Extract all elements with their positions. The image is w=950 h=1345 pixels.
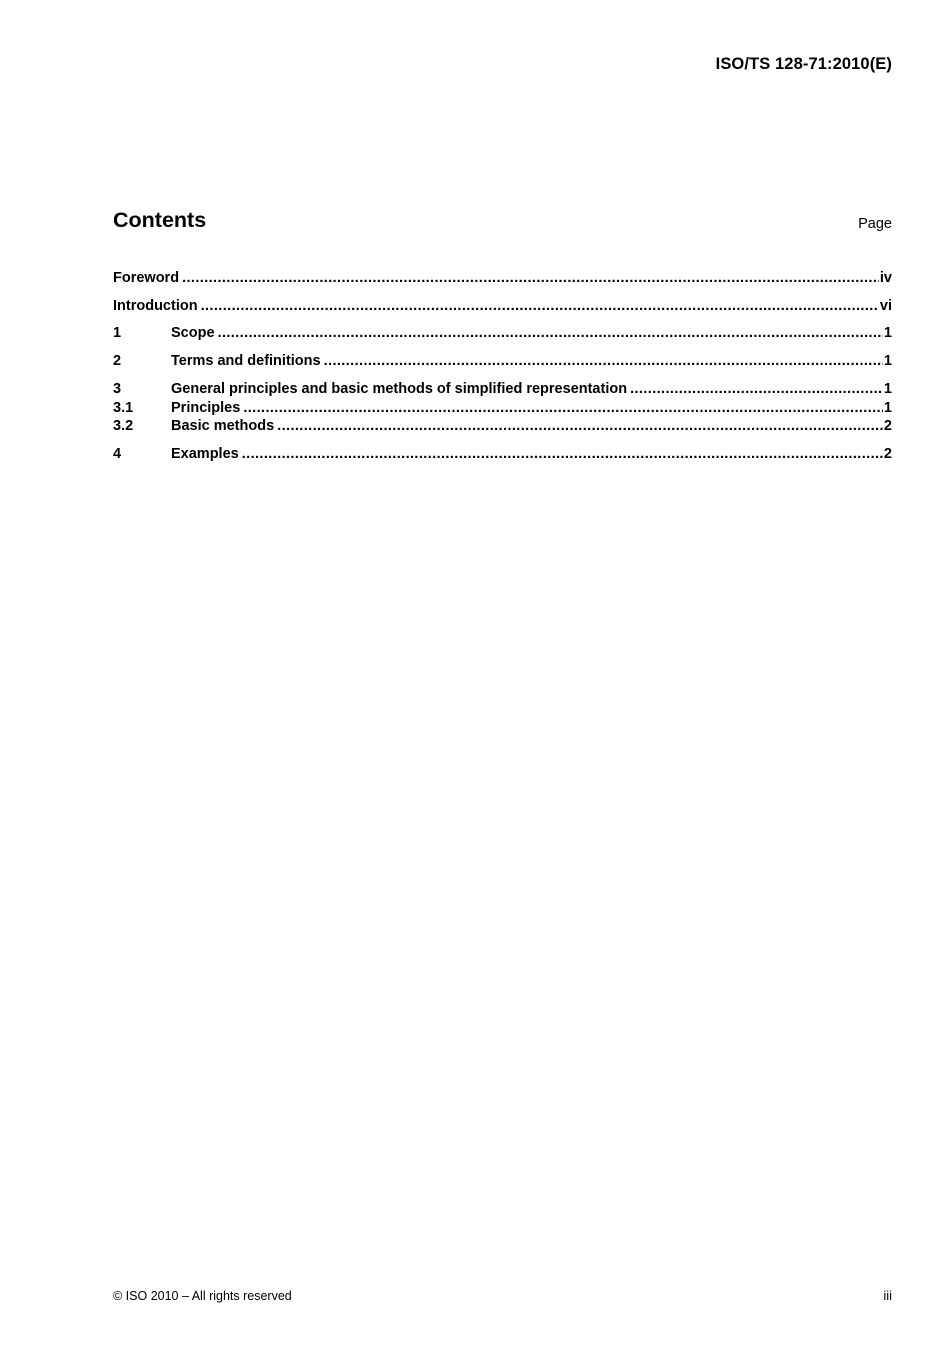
toc-entry-page: 2 bbox=[883, 446, 892, 462]
toc-entry-basic-methods[interactable] bbox=[113, 417, 892, 435]
page-number: iii bbox=[883, 1288, 892, 1303]
toc-entry-number: 3.1 bbox=[113, 400, 134, 416]
toc-entry-number: 1 bbox=[113, 325, 122, 341]
toc-entry-title: Principles bbox=[171, 400, 241, 416]
dot-leader bbox=[243, 399, 883, 417]
dot-leader bbox=[242, 445, 883, 463]
toc-entry-terms-and-definitions[interactable] bbox=[113, 352, 892, 370]
contents-title: Contents bbox=[113, 208, 207, 232]
dot-leader bbox=[324, 352, 883, 370]
toc-entry-title: General principles and basic methods of simplified representation bbox=[171, 381, 628, 397]
toc-entry-principles[interactable] bbox=[113, 399, 892, 417]
copyright-notice: © ISO 2010 – All rights reserved bbox=[113, 1289, 292, 1303]
toc-entry-number: 4 bbox=[113, 446, 122, 462]
toc-entry-page: 1 bbox=[883, 325, 892, 341]
document-id: ISO/TS 128-71:2010(E) bbox=[715, 55, 892, 73]
toc-entry-page: 2 bbox=[883, 418, 892, 434]
toc-entry-title: Examples bbox=[171, 446, 239, 462]
toc-entry-foreword[interactable] bbox=[113, 269, 892, 287]
toc-entry-title: Terms and definitions bbox=[171, 353, 321, 369]
toc-entry-title: Foreword bbox=[113, 270, 180, 286]
toc-entry-title: Basic methods bbox=[171, 418, 275, 434]
toc-entry-page: 1 bbox=[883, 353, 892, 369]
toc-entry-introduction[interactable] bbox=[113, 297, 892, 315]
dot-leader bbox=[218, 324, 883, 342]
dot-leader bbox=[182, 269, 879, 287]
toc-entry-page: vi bbox=[879, 298, 892, 314]
toc-entry-number: 3 bbox=[113, 381, 122, 397]
toc-entry-page: 1 bbox=[883, 381, 892, 397]
toc-entry-number: 2 bbox=[113, 353, 122, 369]
page-column-label: Page bbox=[858, 216, 892, 232]
toc-entry-page: 1 bbox=[883, 400, 892, 416]
dot-leader bbox=[277, 417, 883, 435]
toc-entry-title: Introduction bbox=[113, 298, 198, 314]
toc-entry-scope[interactable] bbox=[113, 324, 892, 342]
toc-entry-title: Scope bbox=[171, 325, 215, 341]
toc-entry-examples[interactable] bbox=[113, 445, 892, 463]
toc-entry-general-principles[interactable] bbox=[113, 380, 892, 398]
toc-entry-page: iv bbox=[879, 270, 892, 286]
toc-entry-number: 3.2 bbox=[113, 418, 134, 434]
dot-leader bbox=[630, 380, 883, 398]
dot-leader bbox=[201, 297, 879, 315]
